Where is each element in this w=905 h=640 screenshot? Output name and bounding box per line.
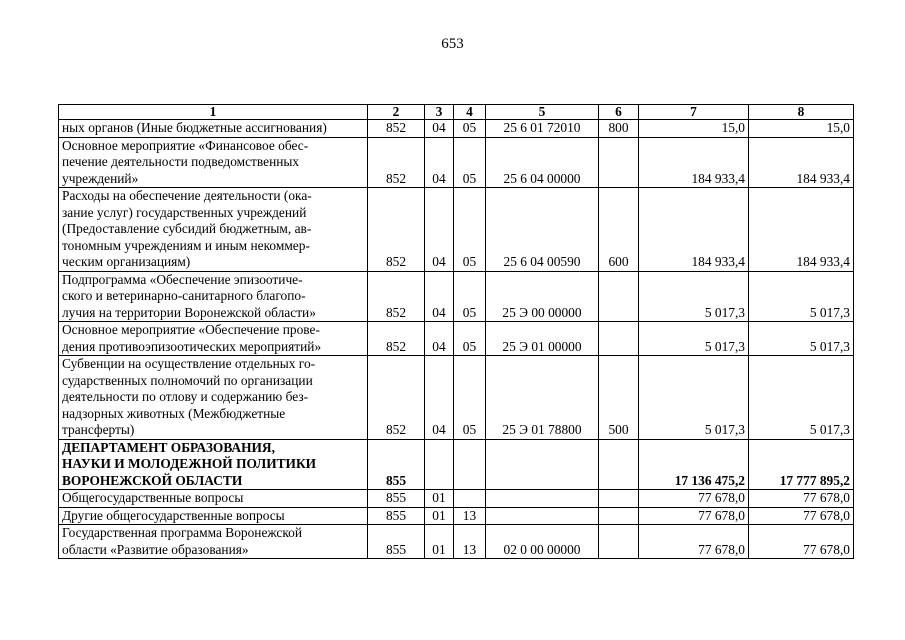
row-section-text: 01 <box>432 507 446 523</box>
row-amount-year2 <box>749 439 854 490</box>
row-target-article <box>486 271 599 322</box>
row-target-article <box>486 322 599 356</box>
row-amount-year2 <box>749 322 854 356</box>
row-target-article-text: 25 Э 01 78800 <box>502 422 582 437</box>
row-amount-year1 <box>639 525 749 559</box>
row-code-admin-text: 852 <box>385 170 407 186</box>
row-section-text: 04 <box>432 304 446 320</box>
row-code-admin-text: 852 <box>385 338 407 354</box>
row-amount-year2 <box>749 271 854 322</box>
header-row <box>59 105 854 120</box>
row-name <box>59 490 368 508</box>
row-name-text: Государственная программа Воронежской области «Развитие образования» <box>62 525 303 557</box>
row-name-text: Подпрограмма «Обеспечение эпизоотиче- ского и ветеринарно-санитарного благопо- лучия на территории Воронежской области» <box>62 271 316 320</box>
row-subsection <box>454 137 486 188</box>
row-code-admin-text: 852 <box>385 254 407 269</box>
budget-table <box>58 104 854 559</box>
table-row <box>59 271 854 322</box>
row-section <box>425 137 454 188</box>
row-target-article <box>486 356 599 440</box>
row-code-admin-text: 855 <box>385 507 407 523</box>
row-code-admin <box>368 137 425 188</box>
row-section-text: 04 <box>432 120 446 135</box>
row-subsection <box>454 525 486 559</box>
column-header-1: 1 <box>59 105 368 120</box>
row-amount-year2-text: 77 678,0 <box>803 541 850 557</box>
row-name <box>59 322 368 356</box>
row-code-admin <box>368 507 425 525</box>
row-amount-year2 <box>749 188 854 272</box>
row-code-admin <box>368 120 425 138</box>
row-target-article-text: 25 6 04 00000 <box>503 170 581 186</box>
row-code-admin <box>368 490 425 508</box>
row-amount-year2-text: 5 017,3 <box>809 304 850 320</box>
row-name-text: ДЕПАРТАМЕНТ ОБРАЗОВАНИЯ, НАУКИ И МОЛОДЕЖНОЙ ПОЛИТИКИ ВОРОНЕЖСКОЙ ОБЛАСТИ <box>62 439 317 488</box>
row-amount-year1 <box>639 356 749 440</box>
row-code-admin <box>368 322 425 356</box>
row-code-admin-text: 852 <box>385 120 407 135</box>
row-target-article-text: 25 6 01 72010 <box>503 120 581 135</box>
row-expense-type <box>599 120 639 138</box>
row-amount-year1 <box>639 322 749 356</box>
row-amount-year2-text: 184 933,4 <box>796 254 850 269</box>
row-code-admin-text: 855 <box>385 541 407 557</box>
row-section <box>425 271 454 322</box>
row-amount-year2 <box>749 137 854 188</box>
row-section <box>425 356 454 440</box>
row-target-article <box>486 188 599 272</box>
row-section <box>425 439 454 490</box>
row-amount-year2 <box>749 525 854 559</box>
row-amount-year2-text: 184 933,4 <box>796 170 850 186</box>
row-target-article-text: 02 0 00 00000 <box>503 541 581 557</box>
row-subsection <box>454 322 486 356</box>
row-amount-year1-text: 5 017,3 <box>704 338 745 354</box>
row-amount-year2 <box>749 356 854 440</box>
column-header-3: 3 <box>425 105 454 120</box>
row-name <box>59 507 368 525</box>
row-name <box>59 525 368 559</box>
row-amount-year1 <box>639 271 749 322</box>
row-amount-year2 <box>749 490 854 508</box>
row-expense-type <box>599 525 639 559</box>
row-subsection <box>454 356 486 440</box>
row-section-text: 04 <box>432 254 446 269</box>
row-subsection <box>454 271 486 322</box>
row-subsection-text: 05 <box>462 254 477 269</box>
row-code-admin-text: 852 <box>385 422 407 437</box>
row-expense-type-text: 800 <box>608 120 629 135</box>
row-target-article-text: 25 Э 01 00000 <box>502 338 582 354</box>
row-subsection <box>454 439 486 490</box>
row-target-article <box>486 525 599 559</box>
row-expense-type <box>599 356 639 440</box>
row-expense-type <box>599 490 639 508</box>
table-row <box>59 356 854 440</box>
row-amount-year2-text: 5 017,3 <box>809 338 850 354</box>
row-section-text: 04 <box>432 422 446 437</box>
row-subsection <box>454 120 486 138</box>
row-name <box>59 120 368 138</box>
table-row <box>59 120 854 138</box>
row-subsection-text: 13 <box>462 541 477 557</box>
row-section <box>425 490 454 508</box>
row-expense-type <box>599 439 639 490</box>
row-name-text: Основное мероприятие «Финансовое обес- печение деятельности подведомственных учреждений» <box>62 137 309 186</box>
table-row <box>59 188 854 272</box>
row-name-text: ных органов (Иные бюджетные ассигнования) <box>62 120 327 135</box>
row-amount-year1 <box>639 188 749 272</box>
row-target-article <box>486 507 599 525</box>
row-amount-year1-text: 5 017,3 <box>704 422 745 437</box>
row-code-admin-text: 852 <box>385 304 407 320</box>
row-name-text: Общегосударственные вопросы <box>62 490 244 505</box>
row-amount-year1 <box>639 120 749 138</box>
row-expense-type <box>599 322 639 356</box>
table-row <box>59 525 854 559</box>
row-expense-type <box>599 137 639 188</box>
row-section <box>425 322 454 356</box>
table-row <box>59 137 854 188</box>
row-amount-year2-text: 15,0 <box>826 120 850 135</box>
row-subsection-text: 05 <box>462 170 477 186</box>
row-code-admin <box>368 188 425 272</box>
row-code-admin <box>368 271 425 322</box>
row-amount-year1-text: 17 136 475,2 <box>674 472 745 488</box>
table-row <box>59 439 854 490</box>
row-target-article <box>486 120 599 138</box>
row-name-text: Субвенции на осуществление отдельных го- сударственных полномочий по организации деятельности по отлову и содержанию без- надзорных животных (Межбюджетные трансферты) <box>62 356 316 437</box>
row-expense-type <box>599 271 639 322</box>
row-code-admin-text: 855 <box>385 472 407 488</box>
row-subsection-text: 05 <box>462 304 477 320</box>
row-amount-year2 <box>749 120 854 138</box>
row-section <box>425 188 454 272</box>
row-name-text: Другие общегосударственные вопросы <box>62 507 285 523</box>
column-header-8: 8 <box>749 105 854 120</box>
row-target-article <box>486 439 599 490</box>
row-expense-type <box>599 188 639 272</box>
row-name-text: Основное мероприятие «Обеспечение прове- дения противоэпизоотических мероприятий» <box>62 322 322 354</box>
row-amount-year2-text: 77 678,0 <box>803 490 850 505</box>
row-amount-year1-text: 77 678,0 <box>698 507 745 523</box>
row-name <box>59 137 368 188</box>
column-header-7: 7 <box>639 105 749 120</box>
row-target-article-text: 25 Э 00 00000 <box>502 304 582 320</box>
row-subsection-text: 05 <box>462 120 477 135</box>
row-amount-year2-text: 17 777 895,2 <box>779 472 850 488</box>
row-amount-year1-text: 184 933,4 <box>691 170 745 186</box>
row-amount-year1-text: 77 678,0 <box>698 541 745 557</box>
row-section-text: 01 <box>432 490 446 505</box>
row-code-admin <box>368 356 425 440</box>
row-amount-year1-text: 184 933,4 <box>691 254 745 269</box>
row-amount-year1 <box>639 490 749 508</box>
row-code-admin <box>368 525 425 559</box>
row-subsection-text: 05 <box>462 422 477 437</box>
row-name <box>59 188 368 272</box>
row-amount-year2 <box>749 507 854 525</box>
row-amount-year1 <box>639 507 749 525</box>
row-name <box>59 439 368 490</box>
row-amount-year1-text: 15,0 <box>721 120 745 135</box>
row-expense-type-text: 600 <box>608 254 629 269</box>
row-section <box>425 120 454 138</box>
table-row <box>59 490 854 508</box>
row-target-article <box>486 490 599 508</box>
row-name-text: Расходы на обеспечение деятельности (ока- зание услуг) государственных учреждений (Предоставление субсидий бюджетным, ав- тономным учреждениям и иным некоммер- ческим организациям) <box>62 188 312 269</box>
row-subsection <box>454 188 486 272</box>
row-subsection <box>454 490 486 508</box>
row-amount-year2-text: 5 017,3 <box>809 422 850 437</box>
table-body <box>59 120 854 559</box>
row-code-admin-text: 855 <box>385 490 407 505</box>
row-section <box>425 507 454 525</box>
row-section-text: 04 <box>432 338 446 354</box>
row-section-text: 01 <box>432 541 446 557</box>
row-section <box>425 525 454 559</box>
row-code-admin <box>368 439 425 490</box>
row-expense-type-text: 500 <box>608 422 629 437</box>
row-amount-year1-text: 5 017,3 <box>704 304 745 320</box>
row-subsection-text: 13 <box>462 507 477 523</box>
row-name <box>59 356 368 440</box>
row-section-text: 04 <box>432 170 446 186</box>
column-header-2: 2 <box>368 105 425 120</box>
row-subsection <box>454 507 486 525</box>
column-header-4: 4 <box>454 105 486 120</box>
row-amount-year2-text: 77 678,0 <box>803 507 850 523</box>
row-expense-type <box>599 507 639 525</box>
row-subsection-text: 05 <box>462 338 477 354</box>
column-header-6: 6 <box>599 105 639 120</box>
row-amount-year1 <box>639 137 749 188</box>
table-row <box>59 507 854 525</box>
table-row <box>59 322 854 356</box>
row-name <box>59 271 368 322</box>
page-number: 653 <box>441 36 464 52</box>
row-target-article-text: 25 6 04 00590 <box>503 254 581 269</box>
column-header-5: 5 <box>486 105 599 120</box>
row-amount-year1 <box>639 439 749 490</box>
row-target-article <box>486 137 599 188</box>
row-amount-year1-text: 77 678,0 <box>698 490 745 505</box>
